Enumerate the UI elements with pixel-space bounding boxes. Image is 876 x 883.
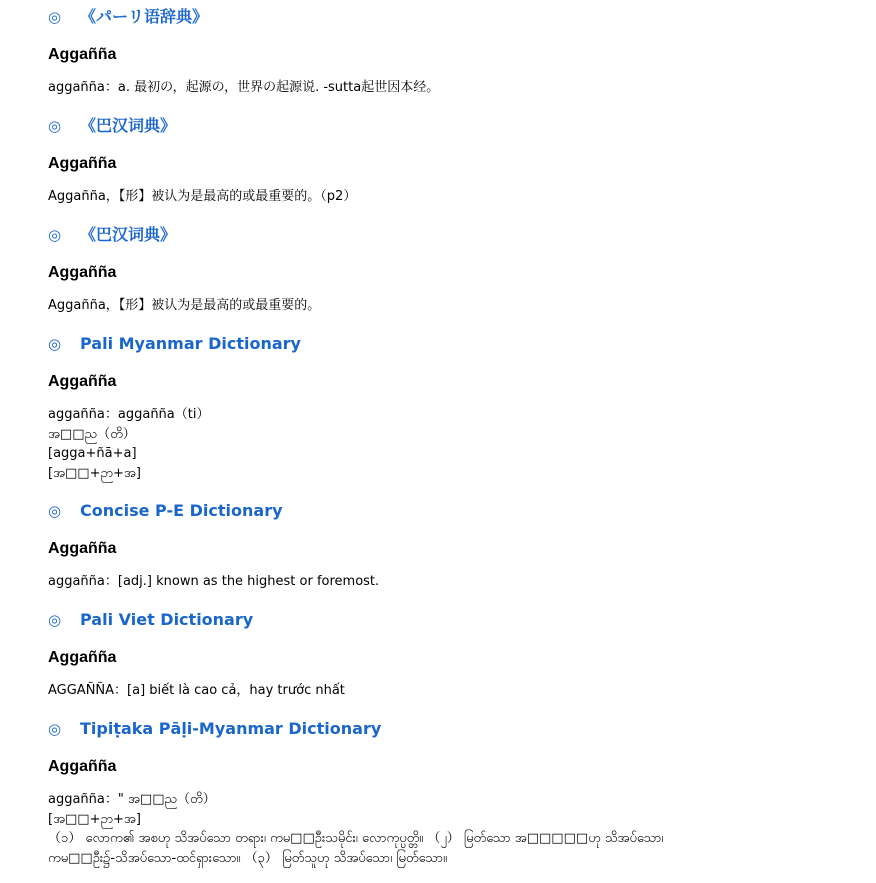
dictionary-title bbox=[48, 500, 283, 522]
headword: Aggañña bbox=[48, 758, 117, 775]
headword: Aggañña bbox=[48, 155, 117, 172]
dictionary-name: 《パーリ语辞典》 bbox=[80, 7, 209, 26]
definition bbox=[48, 187, 868, 207]
definition-line: （၁） လောက၏ အစဟု သိအပ်သော တရား၊ ကမ□□ဦးသမိုင်း၊ လောကုပ္ပတ္တိ။ （၂） မြတ်သော အ□□□□□ဟု သိအပ်သော၊ bbox=[48, 831, 664, 846]
definition-line: [agga+ñā+a] bbox=[48, 446, 137, 461]
dictionary-title bbox=[48, 718, 381, 740]
circle-bullet-icon: ◎ bbox=[48, 117, 62, 135]
definition bbox=[48, 296, 868, 316]
definition-line: AGGAÑÑA：[a] biết là cao cả，hay trước nhất bbox=[48, 683, 345, 698]
dictionary-name: 《巴汉词典》 bbox=[80, 225, 177, 244]
dictionary-title bbox=[48, 333, 301, 355]
dictionary-title bbox=[48, 115, 176, 137]
dictionary-title bbox=[48, 6, 208, 28]
circle-bullet-icon: ◎ bbox=[48, 611, 62, 629]
definition-line: aggañña：aggañña（ti） bbox=[48, 407, 210, 422]
headword: Aggañña bbox=[48, 373, 117, 390]
dictionary-name: 《巴汉词典》 bbox=[80, 116, 177, 135]
headword: Aggañña bbox=[48, 540, 117, 557]
dictionary-name: Pali Myanmar Dictionary bbox=[80, 334, 301, 353]
definition-line: [အ□□+ဉာ+အ] bbox=[48, 811, 141, 827]
definition-line: အ□□ည（တိ） bbox=[48, 426, 136, 442]
circle-bullet-icon: ◎ bbox=[48, 8, 62, 26]
definition-line: aggañña：[adj.] known as the highest or foremost. bbox=[48, 574, 380, 589]
definition-line: ကမ□□ဦး၌-သိအပ်သော-ထင်ရှားသော။ （၃） မြတ်သူဟု သိအပ်သော၊ မြတ်သော။ bbox=[48, 850, 447, 866]
definition bbox=[48, 78, 868, 98]
definition bbox=[48, 681, 868, 701]
definition bbox=[48, 405, 868, 483]
dictionary-name: Pali Viet Dictionary bbox=[80, 610, 254, 629]
dictionary-title bbox=[48, 224, 176, 246]
dictionary-name: Tipiṭaka Pāḷi-Myanmar Dictionary bbox=[80, 719, 382, 738]
definition bbox=[48, 790, 868, 868]
headword: Aggañña bbox=[48, 46, 117, 63]
definition bbox=[48, 572, 868, 592]
definition-line: Aggañña，【形】被认为是最高的或最重要的。（p2） bbox=[48, 189, 357, 204]
circle-bullet-icon: ◎ bbox=[48, 335, 62, 353]
definition-line: aggañña：a. 最初の，起源の，世界の起源说. -sutta起世因本经。 bbox=[48, 80, 440, 95]
circle-bullet-icon: ◎ bbox=[48, 720, 62, 738]
dictionary-name: Concise P-E Dictionary bbox=[80, 501, 283, 520]
definition-line: [အ□□+ဉာ+အ] bbox=[48, 465, 141, 481]
headword: Aggañña bbox=[48, 264, 117, 281]
definition-line: aggañña：" အ□□ည（တိ） bbox=[48, 792, 216, 807]
headword: Aggañña bbox=[48, 649, 117, 666]
definition-line: Aggañña，【形】被认为是最高的或最重要的。 bbox=[48, 298, 321, 313]
circle-bullet-icon: ◎ bbox=[48, 502, 62, 520]
dictionary-title bbox=[48, 609, 253, 631]
circle-bullet-icon: ◎ bbox=[48, 226, 62, 244]
